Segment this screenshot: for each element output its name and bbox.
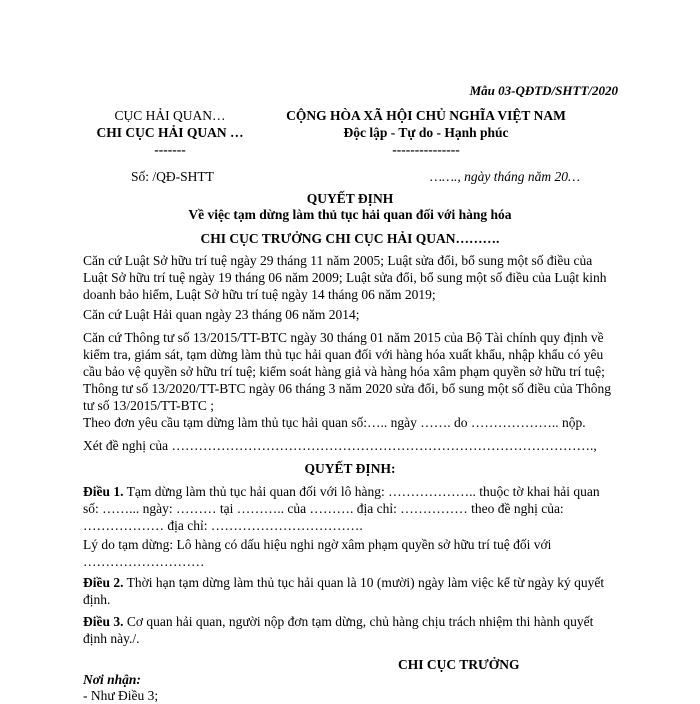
decision-heading: QUYẾT ĐỊNH: xyxy=(304,461,396,476)
recipients-first: - Như Điều 3; xyxy=(83,688,159,703)
doc-title: QUYẾT ĐỊNH xyxy=(306,191,394,206)
nation-name: CỘNG HÒA XÃ HỘI CHỦ NGHĨA VIỆT NAM xyxy=(286,108,566,123)
doc-number: Số: /QĐ-SHTT xyxy=(131,169,214,184)
nation-divider: --------------- xyxy=(392,142,460,157)
legal-basis-ip-law: Căn cứ Luật Sở hữu trí tuệ ngày 29 tháng 11 năm 2005; Luật sửa đổi, bổ sung một số điều của Luật Sở hữu trí tuệ ngày 19 tháng 06 năm 2009; Luật sửa đổi, bổ sung một số điều của Luật kinh doanh bảo hiểm, Luật Sở hữu trí tuệ ngày 14 tháng 06 năm 2019; xyxy=(83,253,607,302)
application-basis: Theo đơn yêu cầu tạm dừng làm thủ tục hải quan số:….. ngày ……. do ……………….. nộp. xyxy=(83,415,586,430)
article-1-label: Điều 1. xyxy=(83,484,124,499)
nation-motto: Độc lập - Tự do - Hạnh phúc xyxy=(343,125,509,140)
article-1-text: Tạm dừng làm thủ tục hải quan đối với lô hàng: ……………….. thuộc tờ khai hải quan số: ……... ngày: ……… tại ……….. của ………. địa chỉ: …………… theo đề nghị của: ……………… địa chỉ: ……………………………. xyxy=(83,484,600,533)
doc-subtitle: Về việc tạm dừng làm thủ tục hải quan đối với hàng hóa xyxy=(188,207,512,222)
agency-branch: CHI CỤC HẢI QUAN … xyxy=(96,125,244,140)
issuing-authority: CHI CỤC TRƯỞNG CHI CỤC HẢI QUAN………. xyxy=(200,231,500,246)
agency-divider: ------- xyxy=(154,142,186,157)
legal-basis-customs-law: Căn cứ Luật Hải quan ngày 23 tháng 06 năm 2014; xyxy=(83,307,360,322)
article-3-text: Cơ quan hải quan, người nộp đơn tạm dừng, chủ hàng chịu trách nhiệm thi hành quyết định này./. xyxy=(83,614,594,646)
place-date: ……., ngày tháng năm 20… xyxy=(430,169,581,184)
article-3-label: Điều 3. xyxy=(83,614,124,629)
suspension-reason: Lý do tạm dừng: Lô hàng có dấu hiệu nghi ngờ xâm phạm quyền sở hữu trí tuệ đối với ……………………… xyxy=(83,537,552,569)
agency-parent: CỤC HẢI QUAN… xyxy=(114,108,226,123)
recipients-label: Nơi nhận: xyxy=(83,672,141,687)
article-3 xyxy=(83,613,617,647)
form-code: Mẫu 03-QĐTD/SHTT/2020 xyxy=(469,83,618,98)
nation-header xyxy=(262,107,590,158)
signer-title: CHI CỤC TRƯỞNG xyxy=(398,657,520,672)
agency-header xyxy=(80,107,260,158)
legal-basis-circular: Căn cứ Thông tư số 13/2015/TT-BTC ngày 30 tháng 01 năm 2015 của Bộ Tài chính quy định về kiểm tra, giám sát, tạm dừng làm thủ tục hải quan đối với hàng hóa xuất khẩu, nhập khẩu có yêu cầu bảo vệ quyền sở hữu trí tuệ; kiểm soát hàng giả và hàng hóa xâm phạm quyền sở hữu trí tuệ; Thông tư số 13/2020/TT-BTC ngày 06 tháng 3 năm 2020 sửa đổi, bổ sung một số điều của Thông tư số 13/2015/TT-BTC ; xyxy=(83,330,611,413)
article-1 xyxy=(83,483,617,534)
proposal-basis: Xét đề nghị của …………………………………………………………………………………., xyxy=(83,438,597,453)
article-2-text: Thời hạn tạm dừng làm thủ tục hải quan là 10 (mười) ngày làm việc kể từ ngày ký quyết định. xyxy=(83,575,605,607)
article-2-label: Điều 2. xyxy=(83,575,124,590)
article-2 xyxy=(83,574,617,608)
